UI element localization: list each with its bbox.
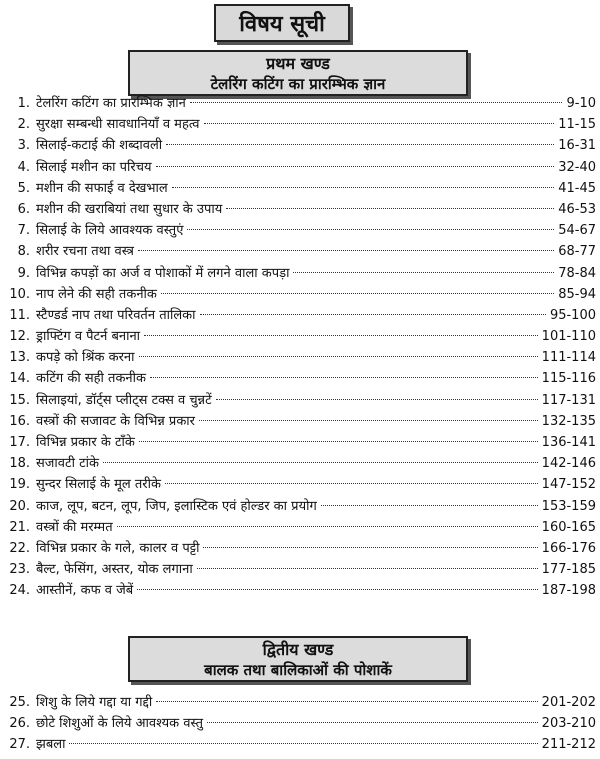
dot-leader (190, 102, 563, 103)
toc-item-title: स्टैण्डर्ड नाप तथा परिवर्तन तालिका (36, 307, 196, 323)
toc-item-number: 18. (9, 456, 30, 472)
toc-item-pages: 211-212 (541, 737, 596, 753)
toc-item-title: नाप लेने की सही तकनीक (36, 286, 157, 302)
section-header-2 (128, 636, 468, 682)
dot-leader (103, 462, 538, 463)
toc-item (8, 453, 596, 474)
dot-leader (69, 743, 537, 744)
toc-item-title: आस्तीनें, कफ व जेबें (36, 583, 134, 599)
dot-leader (172, 187, 554, 188)
toc-item-title: विभिन्न प्रकार के गले, कालर व पट्टी (36, 540, 200, 556)
dot-leader (139, 356, 538, 357)
dot-leader (187, 229, 554, 230)
toc-item-number: 27. (9, 737, 30, 753)
dot-leader (199, 420, 538, 421)
toc-item-pages: 132-135 (541, 413, 596, 429)
dot-leader (117, 526, 538, 527)
toc-item-title: विभिन्न प्रकार के टाँके (36, 435, 135, 450)
dot-leader (226, 208, 554, 209)
toc-item-pages: 32-40 (558, 159, 596, 175)
toc-item (8, 474, 596, 495)
dot-leader (156, 701, 537, 702)
toc-list-section-1 (8, 93, 596, 602)
toc-item (8, 220, 596, 241)
toc-item-number: 1. (17, 96, 30, 111)
toc-item (8, 734, 596, 755)
toc-item (8, 326, 596, 347)
section-subtitle: बालक तथा बालिकाओं की पोशाकें (204, 661, 392, 679)
toc-item (8, 496, 596, 517)
toc-item (8, 347, 596, 368)
dot-leader (161, 293, 554, 294)
toc-item-title: काज, लूप, बटन, लूप, जिप, इलास्टिक एवं होल्डर का प्रयोग (36, 498, 317, 514)
toc-item-title: सजावटी टांके (36, 456, 99, 472)
toc-item-pages: 115-116 (541, 371, 596, 387)
toc-item-number: 2. (17, 117, 30, 133)
toc-item (8, 305, 596, 326)
toc-item-pages: 85-94 (558, 286, 596, 302)
toc-item-pages: 166-176 (541, 540, 596, 556)
toc-item-title: बैल्ट, फेसिंग, अस्तर, योक लगाना (36, 562, 193, 578)
toc-item-title: विभिन्न कपड़ों का अर्ज व पोशाकों में लगने वाला कपड़ा (36, 265, 290, 281)
toc-item-number: 20. (9, 498, 30, 514)
toc-item-title: सिलाइयां, डॉर्ट्स प्लीट्स टक्स व चुन्नटें (36, 392, 212, 408)
toc-item-pages: 177-185 (541, 562, 596, 578)
toc-item-number: 12. (9, 329, 30, 345)
toc-item (8, 368, 596, 389)
toc-item (8, 580, 596, 601)
toc-item-pages: 11-15 (558, 117, 596, 133)
toc-item-pages: 46-53 (558, 201, 596, 217)
toc-item (8, 411, 596, 432)
toc-item-number: 7. (17, 223, 30, 239)
toc-item-number: 23. (9, 562, 30, 578)
dot-leader (139, 441, 538, 442)
toc-item-pages: 147-152 (541, 477, 596, 493)
section-subtitle: टेलरिंग कटिंग का प्रारम्भिक ज्ञान (210, 75, 386, 93)
toc-item (8, 432, 596, 453)
toc-item-title: वस्त्रों की मरम्मत (36, 519, 113, 535)
toc-item-title: शरीर रचना तथा वस्त्र (36, 244, 134, 260)
toc-item (8, 178, 596, 199)
toc-item (8, 93, 596, 114)
toc-item-title: सिलाई के लिये आवश्यक वस्तुएं (36, 223, 184, 239)
toc-item (8, 713, 596, 734)
dot-leader (321, 505, 538, 506)
toc-item-number: 9. (17, 265, 30, 281)
dot-leader (137, 589, 538, 590)
toc-item-title: मशीन की खराबियां तथा सुधार के उपाय (36, 201, 223, 217)
toc-item-pages: 117-131 (541, 392, 596, 408)
dot-leader (166, 144, 554, 145)
toc-item-number: 26. (9, 716, 30, 732)
toc-item-number: 13. (9, 350, 30, 366)
toc-item-title: सुन्दर सिलाई के मूल तरीके (36, 477, 161, 493)
dot-leader (200, 314, 546, 315)
toc-item-pages: 203-210 (541, 716, 596, 732)
toc-item-pages: 41-45 (558, 180, 596, 196)
toc-item-title: सिलाई-कटाई की शब्दावली (36, 138, 163, 154)
dot-leader (165, 483, 538, 484)
toc-item-number: 5. (17, 180, 30, 196)
toc-item-title: छोटे शिशुओं के लिये आवश्यक वस्तु (36, 716, 203, 732)
toc-item (8, 517, 596, 538)
toc-item (8, 157, 596, 178)
toc-item (8, 692, 596, 713)
toc-item-pages: 187-198 (541, 583, 596, 599)
toc-item-number: 19. (9, 477, 30, 493)
toc-item-pages: 78-84 (558, 265, 596, 281)
toc-item (8, 263, 596, 284)
toc-item-pages: 160-165 (541, 519, 596, 535)
toc-item-pages: 111-114 (541, 350, 596, 366)
dot-leader (138, 250, 554, 251)
toc-item-title: सिलाई मशीन का परिचय (36, 159, 152, 175)
toc-item-number: 25. (9, 695, 30, 710)
toc-item-title: सुरक्षा सम्बन्धी सावधानियाँ व महत्व (36, 117, 200, 133)
toc-item-number: 6. (17, 201, 30, 217)
toc-item-number: 14. (9, 371, 30, 387)
toc-item (8, 135, 596, 156)
section-title: द्वितीय खण्ड (262, 640, 334, 659)
page-title: विषय सूची (214, 4, 350, 42)
dot-leader (204, 123, 555, 124)
toc-item-pages: 54-67 (558, 223, 596, 239)
toc-item-number: 16. (9, 413, 30, 429)
toc-item-pages: 9-10 (566, 96, 596, 111)
toc-item (8, 538, 596, 559)
dot-leader (197, 568, 538, 569)
toc-item-pages: 101-110 (541, 329, 596, 345)
toc-item-pages: 136-141 (541, 435, 596, 450)
toc-item-title: वस्त्रों की सजावट के विभिन्न प्रकार (36, 413, 195, 429)
toc-item-title: मशीन की सफाई व देखभाल (36, 180, 168, 196)
toc-item-number: 3. (17, 138, 30, 154)
dot-leader (144, 335, 538, 336)
toc-item-number: 24. (9, 583, 30, 599)
toc-item-pages: 142-146 (541, 456, 596, 472)
dot-leader (156, 166, 555, 167)
toc-item-number: 8. (17, 244, 30, 260)
toc-item (8, 241, 596, 262)
dot-leader (203, 547, 537, 548)
toc-item-number: 21. (9, 519, 30, 535)
toc-item (8, 199, 596, 220)
toc-item-title: टेलरिंग कटिंग का प्रारम्भिक ज्ञान (36, 96, 186, 111)
toc-item-pages: 95-100 (549, 307, 596, 323)
toc-item-title: शिशु के लिये गद्दा या गद्दी (36, 695, 153, 710)
toc-item-title: कटिंग की सही तकनीक (36, 371, 146, 387)
toc-item-title: झबला (36, 737, 66, 753)
toc-item (8, 390, 596, 411)
dot-leader (216, 399, 538, 400)
dot-leader (150, 377, 538, 378)
toc-item-number: 22. (9, 540, 30, 556)
toc-item-title: ड्राफ्टिंग व पैटर्न बनाना (36, 329, 141, 345)
toc-item-pages: 68-77 (558, 244, 596, 260)
dot-leader (207, 722, 538, 723)
toc-item-number: 17. (9, 435, 30, 450)
toc-item-number: 15. (9, 392, 30, 408)
section-title: प्रथम खण्ड (266, 54, 330, 73)
toc-item-pages: 153-159 (541, 498, 596, 514)
toc-item (8, 114, 596, 135)
toc-item-title: कपड़े को श्रिंक करना (36, 350, 135, 366)
toc-item-number: 4. (17, 159, 30, 175)
toc-item (8, 284, 596, 305)
dot-leader (293, 272, 554, 273)
section-header-1 (128, 50, 468, 96)
toc-item-pages: 201-202 (541, 695, 596, 710)
toc-item-number: 10. (9, 286, 30, 302)
toc-item-number: 11. (9, 307, 30, 323)
toc-item-pages: 16-31 (558, 138, 596, 154)
toc-item (8, 559, 596, 580)
toc-list-section-2 (8, 692, 596, 756)
